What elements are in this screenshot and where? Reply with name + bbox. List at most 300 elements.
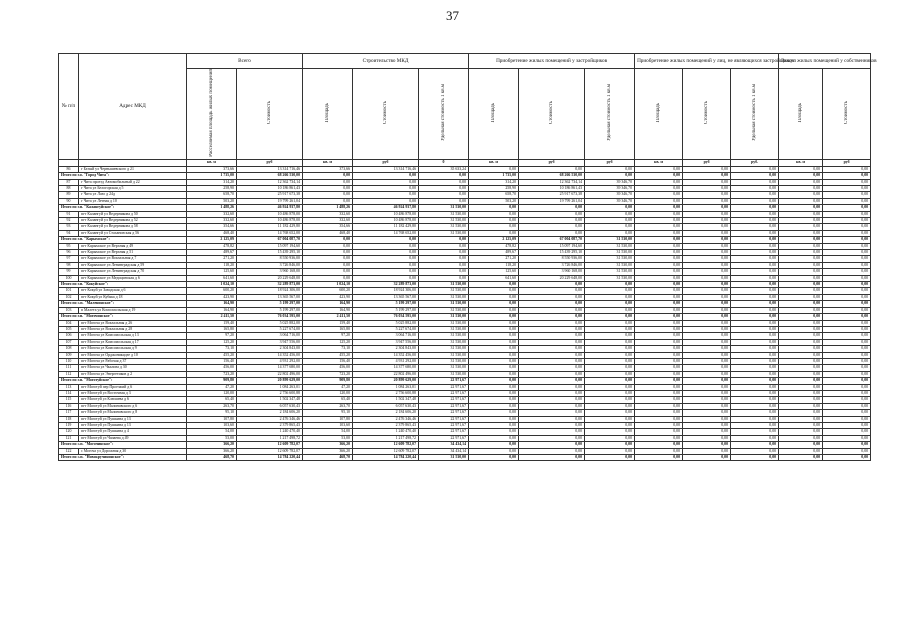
- value-cell: 0,00: [683, 378, 731, 384]
- header-group-developers: Приобретение жилых помещений у застройщиков: [469, 54, 635, 69]
- value-cell: 3 947 556,00: [237, 339, 303, 345]
- value-cell: 2 379 865,43: [353, 423, 419, 429]
- value-cell: 0,00: [469, 166, 519, 172]
- value-cell: 3 064 716,00: [237, 333, 303, 339]
- value-cell: 120,00: [303, 390, 353, 396]
- value-cell: 22 971,67: [419, 429, 469, 435]
- value-cell: 0,00: [585, 294, 635, 300]
- value-cell: 5 227 674,00: [237, 326, 303, 332]
- value-cell: 455,20: [187, 352, 237, 358]
- value-cell: 0,00: [823, 262, 871, 268]
- value-cell: 373,66: [303, 166, 353, 172]
- value-cell: 1 502 347,48: [353, 397, 419, 403]
- value-cell: 0,00: [731, 166, 779, 172]
- value-cell: 0,00: [519, 205, 585, 211]
- value-cell: 0,00: [635, 314, 683, 320]
- value-cell: 0,00: [779, 256, 823, 262]
- value-cell: 0,00: [731, 275, 779, 281]
- value-cell: 22 971,67: [419, 397, 469, 403]
- page-number: 37: [446, 8, 459, 23]
- value-cell: 0,00: [683, 262, 731, 268]
- value-cell: 0,00: [779, 416, 823, 422]
- value-cell: 0,00: [303, 275, 353, 281]
- value-cell: 5 199 297,00: [237, 307, 303, 313]
- value-cell: 0,00: [635, 429, 683, 435]
- value-cell: 2 476 346,46: [353, 416, 419, 422]
- value-cell: 0,00: [469, 320, 519, 326]
- row-number: 115: [59, 397, 79, 403]
- value-cell: 10 186 861,43: [519, 185, 585, 191]
- value-cell: 0,00: [779, 269, 823, 275]
- value-cell: 31 530,00: [419, 320, 469, 326]
- value-cell: 0,00: [779, 378, 823, 384]
- value-cell: 2 411,50: [187, 314, 237, 320]
- value-cell: 0,00: [635, 166, 683, 172]
- value-cell: 0,00: [731, 358, 779, 364]
- row-address: пгт Могоча ул Рабочая д 37: [79, 358, 187, 364]
- value-cell: 31 530,00: [419, 218, 469, 224]
- value-cell: 0,00: [683, 256, 731, 262]
- value-cell: 0,00: [779, 211, 823, 217]
- value-cell: 354,66: [187, 224, 237, 230]
- value-cell: 0,00: [731, 173, 779, 179]
- header-group-buyout: Выкуп жилых помещений у собственников: [779, 54, 871, 69]
- value-cell: 14 377 680,00: [237, 365, 303, 371]
- value-cell: 15 439 295,10: [237, 250, 303, 256]
- value-cell: 0,00: [683, 294, 731, 300]
- value-cell: 0,00: [519, 307, 585, 313]
- value-cell: 2 756 600,88: [237, 390, 303, 396]
- value-cell: 0,00: [779, 365, 823, 371]
- value-cell: 0,00: [635, 365, 683, 371]
- value-cell: 32 289 873,00: [353, 282, 419, 288]
- value-cell: 0,00: [469, 403, 519, 409]
- value-cell: 0,00: [683, 435, 731, 441]
- value-cell: 0,00: [731, 198, 779, 204]
- value-cell: 641,60: [187, 275, 237, 281]
- value-cell: 31 530,00: [585, 275, 635, 281]
- value-cell: 15 439 295,10: [519, 250, 585, 256]
- value-cell: 455,20: [303, 352, 353, 358]
- value-cell: 0,00: [823, 397, 871, 403]
- value-cell: 0,00: [779, 448, 823, 454]
- value-cell: 0,00: [519, 371, 585, 377]
- value-cell: 0,00: [585, 352, 635, 358]
- value-cell: 103,60: [303, 423, 353, 429]
- value-cell: 20 229 648,00: [237, 275, 303, 281]
- value-cell: 0,00: [731, 333, 779, 339]
- value-cell: 2 411,50: [303, 314, 353, 320]
- value-cell: 0,00: [731, 250, 779, 256]
- value-cell: 489,67: [187, 250, 237, 256]
- value-cell: 0,00: [419, 237, 469, 243]
- value-cell: 0,00: [731, 416, 779, 422]
- subtotal-row: [59, 455, 871, 461]
- value-cell: 0,00: [823, 371, 871, 377]
- row-number: 112: [59, 371, 79, 377]
- value-cell: 0,00: [585, 378, 635, 384]
- value-cell: 0,00: [585, 416, 635, 422]
- value-cell: 0,00: [823, 275, 871, 281]
- value-cell: 3 726 846,00: [237, 262, 303, 268]
- value-cell: 0,00: [585, 301, 635, 307]
- value-cell: 46 924 937,80: [353, 205, 419, 211]
- value-cell: 0,00: [585, 326, 635, 332]
- value-cell: 0,00: [419, 243, 469, 249]
- value-cell: 0,00: [779, 346, 823, 352]
- value-cell: 0,00: [731, 423, 779, 429]
- value-cell: 12 609 782,07: [237, 448, 303, 454]
- unit-cell: руб: [823, 159, 871, 166]
- value-cell: 456,00: [187, 365, 237, 371]
- value-cell: 34 434,14: [419, 442, 469, 448]
- value-cell: 0,00: [823, 224, 871, 230]
- value-cell: 0,00: [731, 429, 779, 435]
- value-cell: 0,00: [469, 282, 519, 288]
- value-cell: 314,20: [469, 179, 519, 185]
- value-cell: 13 314 716,46: [353, 166, 419, 172]
- value-cell: 1 502 347,48: [237, 397, 303, 403]
- value-cell: 0,00: [823, 448, 871, 454]
- value-cell: 456,00: [303, 365, 353, 371]
- value-cell: 0,00: [469, 294, 519, 300]
- value-cell: 156,40: [303, 358, 353, 364]
- value-cell: 332,60: [303, 211, 353, 217]
- value-cell: 0,00: [823, 416, 871, 422]
- value-cell: 0,00: [635, 250, 683, 256]
- value-cell: 14 784 220,44: [353, 455, 419, 461]
- value-cell: 107,80: [187, 416, 237, 422]
- value-cell: 2 476 346,46: [237, 416, 303, 422]
- subtotal-label: Итого по г.п. "Калангуйское":: [59, 205, 187, 211]
- value-cell: 0,00: [731, 455, 779, 461]
- row-number: 111: [59, 365, 79, 371]
- value-cell: 0,00: [519, 326, 585, 332]
- value-cell: 0,00: [635, 371, 683, 377]
- row-address: с Могоча ул Дорожная д 30: [79, 448, 187, 454]
- row-address: пгт Моготуй ул Малиновского д 8: [79, 410, 187, 416]
- value-cell: 366,20: [303, 442, 353, 448]
- value-cell: 2 304 843,00: [237, 346, 303, 352]
- value-cell: 0,00: [519, 455, 585, 461]
- value-cell: 10 486 878,00: [353, 218, 419, 224]
- subtotal-label: Итого по г.п. "Моготуйское":: [59, 378, 187, 384]
- value-cell: 0,00: [469, 333, 519, 339]
- resettlement-table: [58, 53, 877, 461]
- value-cell: 0,00: [585, 371, 635, 377]
- value-cell: 0,00: [823, 346, 871, 352]
- value-cell: 0,00: [519, 448, 585, 454]
- value-cell: 0,00: [779, 442, 823, 448]
- unit-cell: руб: [237, 159, 303, 166]
- value-cell: 14 377 680,00: [353, 365, 419, 371]
- value-cell: 156,40: [187, 358, 237, 364]
- value-cell: 0,00: [635, 301, 683, 307]
- value-cell: 0,00: [823, 301, 871, 307]
- row-number: 93: [59, 224, 79, 230]
- row-address: пгт Кокуй ул Заводская д 6: [79, 288, 187, 294]
- value-cell: 0,00: [731, 185, 779, 191]
- value-cell: 13 314 716,46: [237, 166, 303, 172]
- row-address: пгт Карымское ул Ленинградская д 70: [79, 269, 187, 275]
- value-cell: 0,00: [683, 403, 731, 409]
- value-cell: 0,00: [353, 179, 419, 185]
- value-cell: 0,00: [683, 416, 731, 422]
- value-cell: 0,00: [585, 211, 635, 217]
- value-cell: 22 971,67: [419, 435, 469, 441]
- value-cell: 0,00: [519, 397, 585, 403]
- value-cell: 0,00: [823, 185, 871, 191]
- value-cell: 53,00: [187, 435, 237, 441]
- header-group-total: Всего: [187, 54, 303, 69]
- row-address: пгт Карымское ул Верхняя д 49: [79, 243, 187, 249]
- value-cell: 14 352 456,00: [353, 352, 419, 358]
- value-cell: 0,00: [779, 301, 823, 307]
- row-address: пгт Калангуй ул Ведерникова д 50: [79, 211, 187, 217]
- value-cell: 0,00: [779, 173, 823, 179]
- value-cell: 314,20: [187, 179, 237, 185]
- value-cell: 1 488,26: [303, 205, 353, 211]
- value-cell: 0,00: [585, 429, 635, 435]
- row-address: пгт Моготуй ул Чапаева д 49: [79, 435, 187, 441]
- value-cell: 0,00: [779, 333, 823, 339]
- value-cell: 0,00: [519, 378, 585, 384]
- value-cell: 3 960 168,00: [519, 269, 585, 275]
- value-cell: 25 917 673,38: [237, 192, 303, 198]
- value-cell: 468,40: [303, 230, 353, 236]
- value-cell: 478,82: [187, 243, 237, 249]
- value-cell: 0,00: [469, 218, 519, 224]
- row-address: г Чита ул Летная д 10: [79, 198, 187, 204]
- value-cell: 0,00: [519, 294, 585, 300]
- value-cell: 0,00: [683, 230, 731, 236]
- value-cell: 0,00: [779, 243, 823, 249]
- value-cell: 0,00: [353, 275, 419, 281]
- value-cell: 489,67: [469, 250, 519, 256]
- table-body: [59, 166, 871, 461]
- value-cell: 0,00: [469, 314, 519, 320]
- value-cell: 0,00: [635, 288, 683, 294]
- value-cell: 32 289 873,00: [237, 282, 303, 288]
- value-cell: 13 365 567,00: [353, 294, 419, 300]
- value-cell: 0,00: [683, 352, 731, 358]
- row-address: пгт Калангуй ул Ведерникова д 52: [79, 218, 187, 224]
- value-cell: 0,00: [779, 423, 823, 429]
- value-cell: 0,00: [635, 442, 683, 448]
- sub-unit-cost: Удельная стоимость 1 кв.м: [731, 69, 779, 160]
- value-cell: 0,00: [519, 282, 585, 288]
- row-address: пгт Могоча ул Вокзальная д 26: [79, 320, 187, 326]
- value-cell: 0,00: [731, 224, 779, 230]
- value-cell: 0,00: [779, 320, 823, 326]
- value-cell: 0,00: [683, 429, 731, 435]
- value-cell: 0,00: [683, 390, 731, 396]
- value-cell: 0,00: [353, 173, 419, 179]
- value-cell: 0,00: [585, 320, 635, 326]
- value-cell: 0,00: [303, 192, 353, 198]
- value-cell: 0,00: [303, 179, 353, 185]
- value-cell: 263,70: [303, 403, 353, 409]
- value-cell: 332,60: [187, 218, 237, 224]
- sub-area-resettle: Расселяемая площадь жилых помещений: [187, 69, 237, 160]
- value-cell: 0,00: [519, 320, 585, 326]
- row-address: пгт Калангуй ул Стахановская д 56: [79, 230, 187, 236]
- value-cell: 1 217 498,72: [353, 435, 419, 441]
- value-cell: 503,20: [187, 198, 237, 204]
- value-cell: 4 931 292,00: [237, 358, 303, 364]
- value-cell: 0,00: [519, 390, 585, 396]
- value-cell: 0,00: [823, 365, 871, 371]
- value-cell: 0,00: [731, 237, 779, 243]
- value-cell: 0,00: [731, 339, 779, 345]
- value-cell: 0,00: [469, 384, 519, 390]
- value-cell: 373,66: [187, 166, 237, 172]
- value-cell: 0,00: [303, 237, 353, 243]
- value-cell: 3 960 168,00: [237, 269, 303, 275]
- value-cell: 366,20: [303, 448, 353, 454]
- value-cell: 0,00: [519, 429, 585, 435]
- value-cell: 0,00: [635, 256, 683, 262]
- value-cell: 0,00: [419, 179, 469, 185]
- sub-area: Площадь: [303, 69, 353, 160]
- sub-cost: Стоимость: [353, 69, 419, 160]
- row-number: 88: [59, 185, 79, 191]
- value-cell: 0,00: [585, 423, 635, 429]
- value-cell: 0,00: [469, 326, 519, 332]
- row-address: пгт Моготуй ул Пушкина д 13: [79, 416, 187, 422]
- unit-cell: руб: [585, 159, 635, 166]
- value-cell: 0,00: [635, 358, 683, 364]
- row-address: г Чита ул Белогорская д 5: [79, 185, 187, 191]
- row-address: г Чита ул Лазо д 24д: [79, 192, 187, 198]
- row-address: пгт Карымское ул Медицинская д 6: [79, 275, 187, 281]
- value-cell: 0,00: [731, 403, 779, 409]
- value-cell: 0,00: [469, 429, 519, 435]
- value-cell: 0,00: [585, 224, 635, 230]
- value-cell: 0,00: [353, 198, 419, 204]
- value-cell: 0,00: [585, 455, 635, 461]
- value-cell: 22 971,67: [419, 423, 469, 429]
- value-cell: 0,00: [635, 397, 683, 403]
- value-cell: 271,20: [187, 256, 237, 262]
- row-address: пгт Моготуй пер Проезжий д 6: [79, 384, 187, 390]
- value-cell: 1 488,26: [187, 205, 237, 211]
- value-cell: 0,00: [683, 365, 731, 371]
- value-cell: 0,00: [635, 237, 683, 243]
- value-cell: 0,00: [469, 410, 519, 416]
- value-cell: 0,00: [823, 423, 871, 429]
- value-cell: 0,00: [353, 243, 419, 249]
- row-number: 86: [59, 166, 79, 172]
- value-cell: 0,00: [303, 256, 353, 262]
- value-cell: 12 609 782,07: [353, 442, 419, 448]
- value-cell: 0,00: [519, 423, 585, 429]
- value-cell: 258,90: [469, 185, 519, 191]
- value-cell: 0,00: [519, 352, 585, 358]
- value-cell: 0,00: [585, 346, 635, 352]
- value-cell: 0,00: [635, 211, 683, 217]
- value-cell: 0,00: [823, 333, 871, 339]
- value-cell: 1 240 470,40: [353, 429, 419, 435]
- value-cell: 0,00: [779, 397, 823, 403]
- value-cell: 0,00: [683, 384, 731, 390]
- row-number: 97: [59, 256, 79, 262]
- unit-cell: руб: [683, 159, 731, 166]
- value-cell: 125,20: [303, 339, 353, 345]
- value-cell: 0,00: [519, 288, 585, 294]
- value-cell: 0,00: [519, 301, 585, 307]
- row-number: 109: [59, 352, 79, 358]
- value-cell: 0,00: [683, 282, 731, 288]
- value-cell: 0,00: [635, 333, 683, 339]
- value-cell: 0,00: [731, 371, 779, 377]
- row-number: 103: [59, 307, 79, 313]
- value-cell: 0,00: [585, 333, 635, 339]
- value-cell: 0,00: [585, 288, 635, 294]
- sub-cost: Стоимость: [683, 69, 731, 160]
- value-cell: 366,20: [187, 448, 237, 454]
- value-cell: 164,90: [187, 301, 237, 307]
- value-cell: 0,00: [519, 442, 585, 448]
- header-num: № п/п: [59, 54, 79, 160]
- header-address: Адрес МКД: [79, 54, 187, 160]
- value-cell: 0,00: [683, 224, 731, 230]
- value-cell: 0,00: [585, 282, 635, 288]
- value-cell: 3 064 716,00: [353, 333, 419, 339]
- row-number: 95: [59, 243, 79, 249]
- value-cell: 2 125,09: [469, 237, 519, 243]
- value-cell: 165,80: [303, 326, 353, 332]
- value-cell: 0,00: [779, 262, 823, 268]
- value-cell: 0,00: [519, 339, 585, 345]
- value-cell: 31 530,00: [419, 294, 469, 300]
- subtotal-label: Итого по г.п. "Карымское":: [59, 237, 187, 243]
- value-cell: 120,00: [187, 390, 237, 396]
- value-cell: 14 784 220,44: [237, 455, 303, 461]
- value-cell: 14 768 652,00: [353, 230, 419, 236]
- value-cell: 0,00: [585, 397, 635, 403]
- value-cell: 0,00: [635, 423, 683, 429]
- value-cell: 0,00: [353, 237, 419, 243]
- value-cell: 103,60: [187, 423, 237, 429]
- value-cell: 0,00: [823, 403, 871, 409]
- value-cell: 0,00: [585, 365, 635, 371]
- value-cell: 0,00: [635, 269, 683, 275]
- value-cell: 31 530,00: [419, 346, 469, 352]
- value-cell: 0,00: [731, 397, 779, 403]
- value-cell: 12 362 734,14: [519, 179, 585, 185]
- value-cell: 5 227 674,00: [353, 326, 419, 332]
- sub-cost: Стоимость: [519, 69, 585, 160]
- value-cell: 0,00: [635, 339, 683, 345]
- value-cell: 31 530,00: [419, 339, 469, 345]
- value-cell: 0,00: [303, 243, 353, 249]
- row-number: 113: [59, 384, 79, 390]
- value-cell: 2 184 606,20: [353, 410, 419, 416]
- value-cell: 0,00: [469, 307, 519, 313]
- value-cell: 0,00: [683, 218, 731, 224]
- row-address: п Малета ул Комсомольская д 19: [79, 307, 187, 313]
- value-cell: 0,00: [585, 435, 635, 441]
- value-cell: 0,00: [635, 198, 683, 204]
- value-cell: 31 530,00: [585, 237, 635, 243]
- row-number: 91: [59, 211, 79, 217]
- value-cell: 0,00: [635, 455, 683, 461]
- value-cell: 0,00: [469, 423, 519, 429]
- value-cell: 0,00: [731, 269, 779, 275]
- value-cell: 0,00: [635, 307, 683, 313]
- value-cell: 0,00: [469, 365, 519, 371]
